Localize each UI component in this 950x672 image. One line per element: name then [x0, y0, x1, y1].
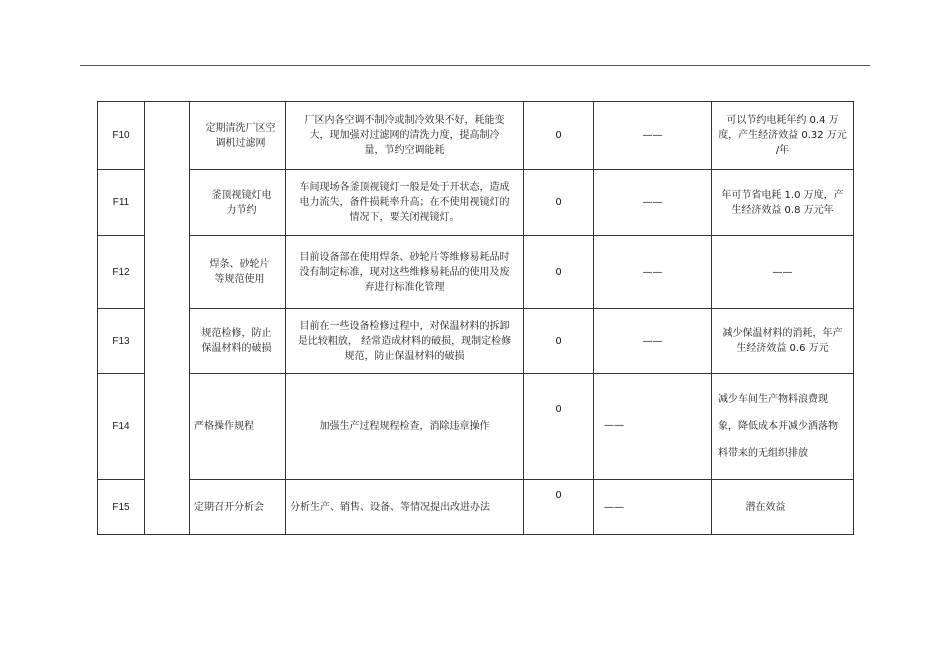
row-description: 分析生产、销售、设备、等情况提出改进办法: [286, 480, 524, 535]
row-value: 0: [524, 236, 594, 309]
row-effect: 年可节省电耗 1.0 万度，产生经济效益 0.8 万元年: [712, 170, 854, 236]
row-effect: 减少保温材料的消耗，年产生经济效益 0.6 万元: [712, 309, 854, 374]
row-dash: ——: [594, 480, 712, 535]
row-value: 0: [524, 374, 594, 480]
row-value: 0: [524, 102, 594, 170]
row-effect: 减少车间生产物料浪费现象，降低成本并减少洒落物料带来的无组织排放: [712, 374, 854, 480]
row-dash: ——: [594, 374, 712, 480]
row-code: F15: [98, 480, 145, 535]
row-dash: ——: [594, 236, 712, 309]
merged-category-cell: [145, 102, 190, 535]
row-dash: ——: [594, 309, 712, 374]
row-name: 焊条、砂轮片等规范使用: [190, 236, 286, 309]
row-code: F12: [98, 236, 145, 309]
row-name: 规范检修，防止保温材料的破损: [190, 309, 286, 374]
row-description: 车间现场各釜顶视镜灯一般是处于开状态，造成电力流失，备件损耗率升高；在不使用视镜灯的情况下，要关闭视镜灯。: [286, 170, 524, 236]
row-effect: 可以节约电耗年约 0.4 万度，产生经济效益 0.32 万元 /年: [712, 102, 854, 170]
row-name: 釜顶视镜灯电力节约: [190, 170, 286, 236]
row-dash: ——: [594, 170, 712, 236]
row-dash: ——: [594, 102, 712, 170]
table-row: [98, 480, 854, 535]
row-name: 定期清洗厂区空调机过滤网: [190, 102, 286, 170]
row-value: 0: [524, 309, 594, 374]
table-row: [98, 236, 854, 309]
row-description: 目前设备部在使用焊条、砂轮片等维修易耗品时没有制定标准，现对这些维修易耗品的使用及废弃进行标准化管理: [286, 236, 524, 309]
row-effect: ——: [712, 236, 854, 309]
row-effect: 潜在效益: [712, 480, 854, 535]
row-description: 加强生产过程规程检查，消除违章操作: [286, 374, 524, 480]
measures-table: [97, 101, 854, 535]
table-row: [98, 102, 854, 170]
table-row: [98, 170, 854, 236]
row-name: 定期召开分析会: [190, 480, 286, 535]
row-name: 严格操作规程: [190, 374, 286, 480]
row-description: 厂区内各空调不制冷或制冷效果不好，耗能变大，现加强对过滤网的清洗力度，提高制冷量，节约空调能耗: [286, 102, 524, 170]
row-code: F10: [98, 102, 145, 170]
header-rule: [80, 65, 870, 66]
table-row: [98, 309, 854, 374]
row-code: F11: [98, 170, 145, 236]
row-code: F14: [98, 374, 145, 480]
row-code: F13: [98, 309, 145, 374]
row-value: 0: [524, 170, 594, 236]
row-value: 0: [524, 480, 594, 535]
row-description: 目前在一些设备检修过程中，对保温材料的拆卸是比较粗放， 经常造成材料的破损，现制定检修规范，防止保温材料的破损: [286, 309, 524, 374]
table-row: [98, 374, 854, 480]
